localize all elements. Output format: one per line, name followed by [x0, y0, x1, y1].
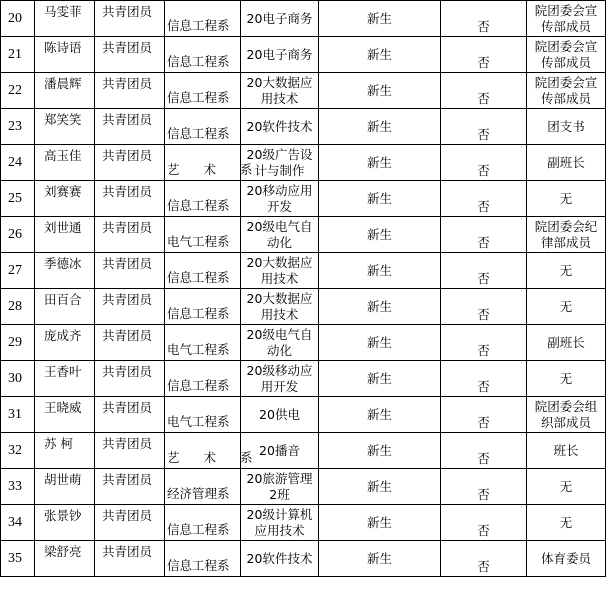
flag-value: 否 [477, 487, 490, 502]
member-name-cell [35, 217, 95, 253]
table-row [1, 397, 606, 433]
row-number-cell [1, 397, 35, 433]
major-class-cell [241, 1, 319, 37]
department: 电气工程系 [167, 342, 230, 357]
table-row [1, 253, 606, 289]
major-class: 20电子商务 [246, 46, 313, 62]
row-number-cell [1, 325, 35, 361]
flag-value: 否 [477, 559, 490, 574]
political-status-cell [95, 73, 165, 109]
flag-value-cell [441, 1, 527, 37]
member-name: 胡世萌 [44, 472, 82, 487]
member-name-cell [35, 109, 95, 145]
row-number-cell [1, 145, 35, 181]
political-status: 共青团员 [102, 436, 153, 451]
post-title-cell [527, 361, 606, 397]
political-status: 共青团员 [102, 508, 153, 523]
department-cell [165, 505, 241, 541]
department-cell [165, 289, 241, 325]
table-row [1, 289, 606, 325]
member-name-cell [35, 505, 95, 541]
row-number-cell [1, 217, 35, 253]
department-cell [165, 469, 241, 505]
major-class-cell [241, 397, 319, 433]
row-number: 22 [8, 82, 22, 98]
table-row [1, 469, 606, 505]
member-name-cell [35, 289, 95, 325]
major-class-cell [241, 217, 319, 253]
member-name-cell [35, 181, 95, 217]
student-type: 新生 [366, 10, 392, 26]
row-number: 25 [8, 190, 22, 206]
post-title: 无 [559, 514, 573, 530]
department: 电气工程系 [167, 234, 230, 249]
major-class: 20播音 [259, 442, 300, 458]
post-title: 班长 [553, 442, 579, 458]
member-name: 庞成齐 [44, 328, 82, 343]
flag-value-cell [441, 361, 527, 397]
political-status-cell [95, 397, 165, 433]
member-name-cell [35, 145, 95, 181]
political-status: 共青团员 [102, 40, 153, 55]
row-number-cell [1, 469, 35, 505]
political-status: 共青团员 [102, 292, 153, 307]
table-row [1, 1, 606, 37]
political-status: 共青团员 [102, 472, 153, 487]
major-class: 20级电气自动化 [246, 326, 313, 358]
row-number: 33 [8, 478, 22, 494]
post-title-cell [527, 37, 606, 73]
major-class-cell [241, 469, 319, 505]
department-cell [165, 361, 241, 397]
table-row [1, 145, 606, 181]
student-type: 新生 [366, 226, 392, 242]
post-title-cell [527, 1, 606, 37]
flag-value: 否 [477, 343, 490, 358]
table-row [1, 73, 606, 109]
post-title: 院团委会宣传部成员 [534, 2, 598, 34]
political-status-cell [95, 145, 165, 181]
major-class-cell [241, 289, 319, 325]
major-class: 20大数据应用技术 [246, 74, 313, 106]
major-class: 20级广告设计与制作 [246, 146, 313, 178]
department: 艺 术 系 [167, 162, 263, 177]
department-cell [165, 181, 241, 217]
political-status: 共青团员 [102, 148, 153, 163]
member-name: 刘赛赛 [44, 184, 82, 199]
student-type-cell [319, 37, 441, 73]
post-title-cell [527, 469, 606, 505]
post-title-cell [527, 109, 606, 145]
table-row [1, 181, 606, 217]
table-row [1, 217, 606, 253]
post-title-cell [527, 181, 606, 217]
post-title: 无 [559, 190, 573, 206]
student-type-cell [319, 361, 441, 397]
department-cell [165, 253, 241, 289]
department: 经济管理系 [167, 486, 230, 501]
student-type-cell [319, 505, 441, 541]
student-type-cell [319, 1, 441, 37]
row-number-cell [1, 37, 35, 73]
member-name: 马雯菲 [44, 4, 82, 19]
flag-value: 否 [477, 307, 490, 322]
row-number-cell [1, 289, 35, 325]
flag-value: 否 [477, 379, 490, 394]
row-number: 23 [8, 118, 22, 134]
political-status: 共青团员 [102, 328, 153, 343]
member-name-cell [35, 397, 95, 433]
major-class-cell [241, 325, 319, 361]
student-type: 新生 [366, 190, 392, 206]
student-type-cell [319, 397, 441, 433]
row-number: 32 [8, 442, 22, 458]
department: 信息工程系 [167, 378, 230, 393]
post-title: 院团委会宣传部成员 [534, 74, 598, 106]
student-type: 新生 [366, 154, 392, 170]
student-type-cell [319, 145, 441, 181]
flag-value: 否 [477, 55, 490, 70]
department: 信息工程系 [167, 18, 230, 33]
major-class: 20软件技术 [246, 550, 313, 566]
flag-value-cell [441, 469, 527, 505]
flag-value: 否 [477, 235, 490, 250]
flag-value-cell [441, 433, 527, 469]
row-number: 21 [8, 46, 22, 62]
table-row [1, 361, 606, 397]
post-title: 院团委会宣传部成员 [534, 38, 598, 70]
post-title: 无 [559, 370, 573, 386]
post-title: 无 [559, 478, 573, 494]
department-cell [165, 433, 263, 469]
member-name-cell [35, 469, 95, 505]
post-title-cell [527, 253, 606, 289]
flag-value: 否 [477, 199, 490, 214]
row-number-cell [1, 253, 35, 289]
member-name-cell [35, 73, 95, 109]
row-number-cell [1, 541, 35, 577]
row-number-cell [1, 361, 35, 397]
post-title-cell [527, 145, 606, 181]
major-class: 20级移动应用开发 [246, 362, 313, 394]
student-type: 新生 [366, 334, 392, 350]
student-type: 新生 [366, 298, 392, 314]
row-number: 34 [8, 514, 22, 530]
row-number-cell [1, 73, 35, 109]
member-name: 刘世通 [44, 220, 82, 235]
department: 信息工程系 [167, 270, 230, 285]
post-title-cell [527, 397, 606, 433]
flag-value-cell [441, 73, 527, 109]
member-name: 苏 柯 [44, 436, 73, 451]
member-name-cell [35, 433, 95, 469]
member-name: 王晓威 [44, 400, 82, 415]
department-cell [165, 37, 241, 73]
major-class: 20级电气自动化 [246, 218, 313, 250]
table-row [1, 433, 606, 469]
table-row [1, 37, 606, 73]
post-title: 院团委会组织部成员 [534, 398, 598, 430]
political-status-cell [95, 109, 165, 145]
row-number-cell [1, 433, 35, 469]
member-name: 季德冰 [44, 256, 82, 271]
political-status: 共青团员 [102, 364, 153, 379]
student-type-cell [319, 253, 441, 289]
member-name: 陈诗语 [44, 40, 82, 55]
department-cell [165, 325, 241, 361]
department: 信息工程系 [167, 198, 230, 213]
post-title: 团支书 [547, 118, 585, 134]
row-number: 31 [8, 406, 22, 422]
table-row [1, 541, 606, 577]
student-type: 新生 [366, 118, 392, 134]
flag-value-cell [441, 217, 527, 253]
flag-value: 否 [477, 91, 490, 106]
post-title-cell [527, 433, 606, 469]
major-class-cell [241, 73, 319, 109]
student-type-cell [319, 181, 441, 217]
post-title: 院团委会纪律部成员 [534, 218, 598, 250]
post-title-cell [527, 73, 606, 109]
table-body [1, 1, 606, 577]
major-class-cell [241, 181, 319, 217]
political-status-cell [95, 1, 165, 37]
department: 信息工程系 [167, 558, 230, 573]
political-status: 共青团员 [102, 112, 153, 127]
department-cell [165, 145, 263, 181]
student-type: 新生 [366, 82, 392, 98]
student-type: 新生 [366, 478, 392, 494]
political-status: 共青团员 [102, 220, 153, 235]
major-class-cell [241, 505, 319, 541]
member-name: 王香叶 [44, 364, 82, 379]
department: 艺 术 系 [167, 450, 263, 465]
row-number: 30 [8, 370, 22, 386]
student-type-cell [319, 541, 441, 577]
flag-value: 否 [477, 19, 490, 34]
row-number-cell [1, 181, 35, 217]
student-type-cell [319, 469, 441, 505]
row-number: 28 [8, 298, 22, 314]
political-status-cell [95, 253, 165, 289]
department-cell [165, 541, 241, 577]
post-title-cell [527, 325, 606, 361]
row-number: 26 [8, 226, 22, 242]
post-title: 无 [559, 298, 573, 314]
major-class: 20大数据应用技术 [246, 254, 313, 286]
political-status-cell [95, 325, 165, 361]
major-class: 20大数据应用技术 [246, 290, 313, 322]
flag-value-cell [441, 145, 527, 181]
member-name: 梁舒亮 [44, 544, 82, 559]
political-status-cell [95, 469, 165, 505]
student-type: 新生 [366, 406, 392, 422]
member-name: 田百合 [44, 292, 82, 307]
post-title-cell [527, 289, 606, 325]
political-status: 共青团员 [102, 256, 153, 271]
major-class-cell [241, 361, 319, 397]
member-name-cell [35, 1, 95, 37]
flag-value: 否 [477, 415, 490, 430]
flag-value-cell [441, 109, 527, 145]
department: 信息工程系 [167, 90, 230, 105]
student-type-cell [319, 109, 441, 145]
post-title: 副班长 [547, 334, 585, 350]
department-cell [165, 109, 241, 145]
political-status-cell [95, 541, 165, 577]
political-status-cell [95, 217, 165, 253]
department-cell [165, 397, 241, 433]
major-class-cell [241, 37, 319, 73]
member-name: 潘晨辉 [44, 76, 82, 91]
row-number: 29 [8, 334, 22, 350]
member-name-cell [35, 253, 95, 289]
political-status-cell [95, 181, 165, 217]
student-type: 新生 [366, 514, 392, 530]
student-type-cell [319, 217, 441, 253]
member-name: 高玉佳 [44, 148, 82, 163]
student-type: 新生 [366, 550, 392, 566]
student-type: 新生 [366, 262, 392, 278]
student-type-cell [319, 73, 441, 109]
political-status-cell [95, 505, 165, 541]
major-class-cell [241, 109, 319, 145]
major-class: 20软件技术 [246, 118, 313, 134]
post-title-cell [527, 217, 606, 253]
flag-value-cell [441, 541, 527, 577]
post-title: 体育委员 [540, 550, 591, 566]
flag-value: 否 [477, 523, 490, 538]
flag-value-cell [441, 397, 527, 433]
student-type-cell [319, 289, 441, 325]
major-class: 20移动应用开发 [246, 182, 313, 214]
member-name: 张景钞 [44, 508, 82, 523]
table-row [1, 505, 606, 541]
department-cell [165, 217, 241, 253]
table-row [1, 109, 606, 145]
flag-value: 否 [477, 163, 490, 178]
department: 电气工程系 [167, 414, 230, 429]
flag-value-cell [441, 325, 527, 361]
department: 信息工程系 [167, 54, 230, 69]
department: 信息工程系 [167, 126, 230, 141]
political-status: 共青团员 [102, 544, 153, 559]
political-status-cell [95, 361, 165, 397]
row-number: 20 [8, 10, 22, 26]
political-status: 共青团员 [102, 4, 153, 19]
flag-value-cell [441, 505, 527, 541]
major-class: 20旅游管理2班 [246, 470, 313, 502]
table-row [1, 325, 606, 361]
post-title-cell [527, 541, 606, 577]
flag-value-cell [441, 253, 527, 289]
political-status: 共青团员 [102, 184, 153, 199]
political-status: 共青团员 [102, 400, 153, 415]
major-class: 20级计算机应用技术 [246, 506, 313, 538]
student-type-cell [319, 325, 441, 361]
department-cell [165, 73, 241, 109]
row-number-cell [1, 505, 35, 541]
flag-value-cell [441, 289, 527, 325]
department: 信息工程系 [167, 306, 230, 321]
department: 信息工程系 [167, 522, 230, 537]
flag-value: 否 [477, 127, 490, 142]
political-status-cell [95, 289, 165, 325]
row-number-cell [1, 1, 35, 37]
row-number: 24 [8, 154, 22, 170]
member-name-cell [35, 325, 95, 361]
row-number: 35 [8, 550, 22, 566]
member-name-cell [35, 37, 95, 73]
major-class: 20电子商务 [246, 10, 313, 26]
post-title-cell [527, 505, 606, 541]
student-type: 新生 [366, 370, 392, 386]
row-number: 27 [8, 262, 22, 278]
student-type: 新生 [366, 46, 392, 62]
flag-value-cell [441, 181, 527, 217]
major-class-cell [241, 541, 319, 577]
student-type-cell [319, 433, 441, 469]
major-class: 20供电 [259, 406, 300, 422]
student-type: 新生 [366, 442, 392, 458]
flag-value-cell [441, 37, 527, 73]
political-status: 共青团员 [102, 76, 153, 91]
member-name-cell [35, 361, 95, 397]
row-number-cell [1, 109, 35, 145]
flag-value: 否 [477, 451, 490, 466]
political-status-cell [95, 37, 165, 73]
major-class-cell [241, 253, 319, 289]
flag-value: 否 [477, 271, 490, 286]
post-title: 无 [559, 262, 573, 278]
post-title: 副班长 [547, 154, 585, 170]
department-cell [165, 1, 241, 37]
political-status-cell [95, 433, 165, 469]
member-name: 郑笑笑 [44, 112, 82, 127]
member-name-cell [35, 541, 95, 577]
